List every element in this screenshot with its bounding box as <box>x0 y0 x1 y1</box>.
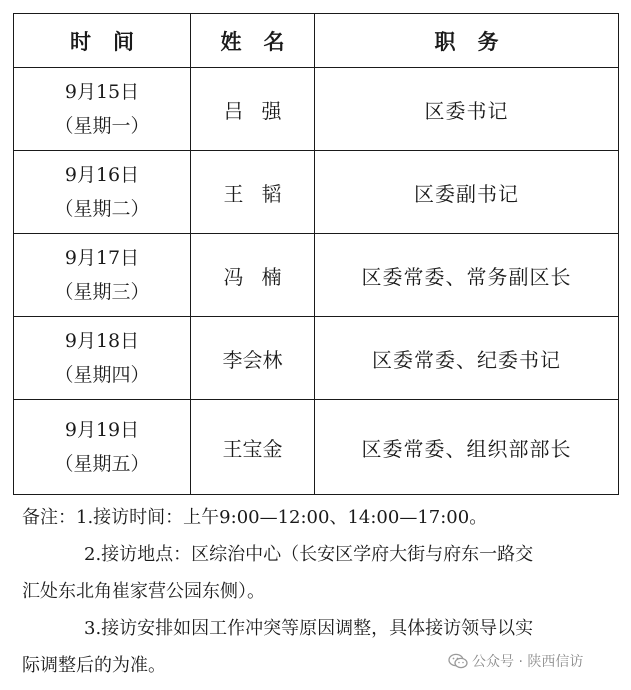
date-text: 9月19日 <box>64 419 140 441</box>
note-line-4: 3.接访安排如因工作冲突等原因调整，具体接访领导以实 <box>84 618 534 639</box>
table-row <box>14 400 619 495</box>
name-cell: 冯楠 <box>191 234 315 317</box>
note-line-2: 2.接访地点：区综治中心（长安区学府大街与府东一路交 <box>84 544 534 565</box>
duty-cell: 区委书记 <box>315 68 619 151</box>
weekday-text: （星期二） <box>54 198 150 220</box>
time-cell <box>14 234 191 317</box>
schedule-table <box>13 13 619 495</box>
name-cell: 吕强 <box>191 68 315 151</box>
weekday-text: （星期一） <box>54 115 150 137</box>
duty-cell: 区委常委、常务副区长 <box>315 234 619 317</box>
wechat-icon <box>448 653 468 669</box>
watermark <box>448 651 583 671</box>
date-text: 9月15日 <box>64 81 140 103</box>
name-cell: 王宝金 <box>191 400 315 495</box>
date-text: 9月17日 <box>64 247 140 269</box>
table-header-row <box>14 14 619 68</box>
duty-cell: 区委常委、组织部部长 <box>315 400 619 495</box>
duty-cell: 区委常委、纪委书记 <box>315 317 619 400</box>
header-name: 姓名 <box>191 14 315 68</box>
table-row <box>14 317 619 400</box>
table-row <box>14 151 619 234</box>
date-text: 9月16日 <box>64 164 140 186</box>
time-cell <box>14 68 191 151</box>
time-cell <box>14 400 191 495</box>
header-time: 时间 <box>14 14 191 68</box>
time-cell <box>14 317 191 400</box>
time-cell <box>14 151 191 234</box>
weekday-text: （星期五） <box>54 453 150 475</box>
name-cell: 王韬 <box>191 151 315 234</box>
date-text: 9月18日 <box>64 330 140 352</box>
weekday-text: （星期三） <box>54 281 150 303</box>
duty-cell: 区委副书记 <box>315 151 619 234</box>
note-line-5: 际调整后的为准。 <box>22 655 166 676</box>
table-row <box>14 68 619 151</box>
name-cell: 李会林 <box>191 317 315 400</box>
note-line-1: 备注：1.接访时间：上午9:00—12:00、14:00—17:00。 <box>22 507 488 528</box>
header-duty: 职务 <box>315 14 619 68</box>
weekday-text: （星期四） <box>54 364 150 386</box>
watermark-text: 公众号 · 陕西信访 <box>472 654 584 670</box>
note-line-3: 汇处东北角崔家营公园东侧）。 <box>22 581 265 602</box>
table-row <box>14 234 619 317</box>
